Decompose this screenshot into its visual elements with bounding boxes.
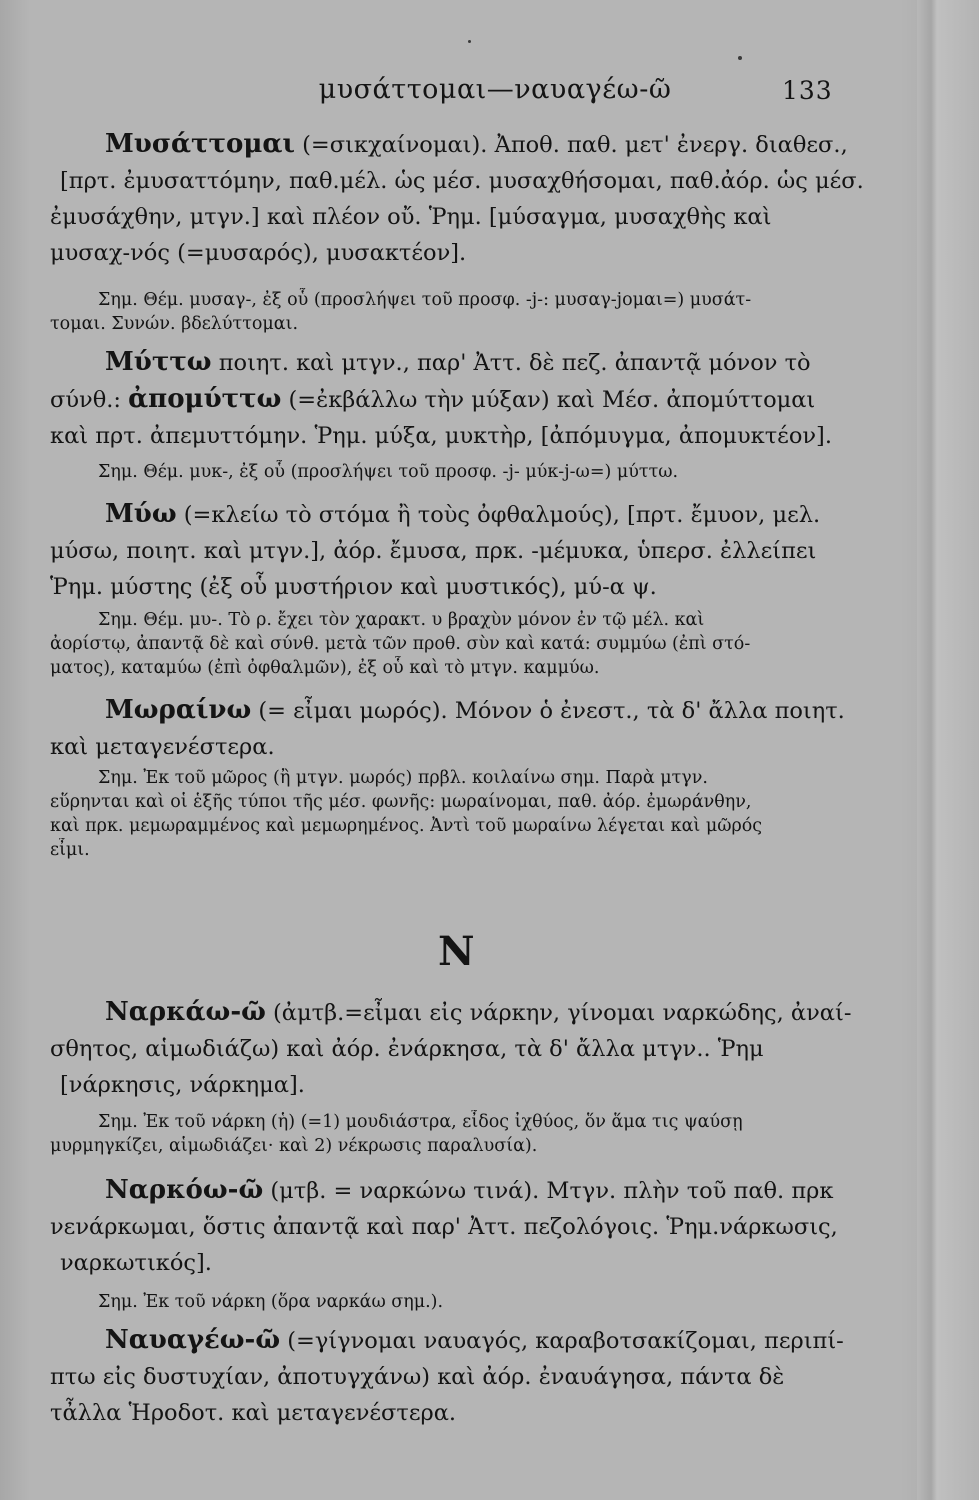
entry-line: καὶ πρτ. ἀπεμυττόμην. Ῥημ. μύξα, μυκτὴρ, [ἀπόμυγμα, ἀπομυκτέον]. <box>50 423 832 449</box>
entry-line: σθητος, αἱμωδιάζω) καὶ ἀόρ. ἐνάρκησα, τὰ δ' ἄλλα μτγν.. Ῥημ <box>50 1036 764 1062</box>
entry-text: (=ἐκβάλλω τὴν μύξαν) καὶ Μέσ. ἀπομύττομαι <box>281 387 816 413</box>
entry-line: [πρτ. ἐμυσαττόμην, παθ.μέλ. ὡς μέσ. μυσαχθήσομαι, παθ.ἀόρ. ὡς μέσ. <box>60 168 864 194</box>
note-line: καὶ πρκ. μεμωραμμένος καὶ μεμωρημένος. Ἀντὶ τοῦ μωραίνω λέγεται καὶ μῶρός <box>50 816 763 836</box>
entry-narkao <box>50 994 870 1103</box>
note-line: Σημ. Ἐκ τοῦ νάρκη (ὅρα ναρκάω σημ.). <box>98 1292 444 1312</box>
running-header: μυσάττομαι—ναυαγέω-ῶ <box>318 74 672 105</box>
entry-text: (ἀμτβ.=εἶμαι εἰς νάρκην, γίνομαι ναρκώδης, ἀναί- <box>265 1000 852 1026</box>
entry-line: μύσω, ποιητ. καὶ μτγν.], ἀόρ. ἔμυσα, πρκ. -μέμυκα, ὑπερσ. ἐλλείπει <box>50 538 817 564</box>
note-line: ματος), καταμύω (ἐπὶ ὀφθαλμῶν), ἐξ οὗ καὶ τὸ μτγν. καμμύω. <box>50 658 600 678</box>
compound-headword: ἀπομύττω <box>128 384 282 414</box>
note-myttw <box>50 460 870 484</box>
note-line: Σημ. Ἐκ τοῦ μῶρος (ἢ μτγν. μωρός) πρβλ. κοιλαίνω σημ. Παρὰ μτγν. <box>98 768 708 788</box>
headword: Μύω <box>105 499 177 529</box>
entry-line: ἐμυσάχθην, μτγν.] καὶ πλέον οὔ. Ῥημ. [μύσαγμα, μυσαχθὴς καὶ <box>50 204 772 230</box>
entry-line: ναρκωτικός]. <box>60 1250 212 1276</box>
note-line: Σημ. Θέμ. μυσαγ-, ἐξ οὗ (προσλήψει τοῦ προσφ. -j-: μυσαγ-jομαι=) μυσάτ- <box>98 290 752 310</box>
entry-line <box>50 1322 870 1359</box>
entry-text: (=κλείω τὸ στόμα ἢ τοὺς ὀφθαλμούς), [πρτ. ἔμυον, μελ. <box>176 502 821 528</box>
entry-line <box>50 1172 870 1209</box>
scan-speck <box>738 56 742 60</box>
entry-line <box>50 692 870 729</box>
note-line: τομαι. Συνών. βδελύττομαι. <box>50 314 299 334</box>
entry-myw <box>50 496 870 605</box>
headword: Μωραίνω <box>105 695 252 725</box>
entry-line: μυσαχ-νός (=μυσαρός), μυσακτέον]. <box>50 240 467 266</box>
note-line: ἀορίστῳ, ἀπαντᾷ δὲ καὶ σύνθ. μετὰ τῶν προθ. σὺν καὶ κατά: συμμύω (ἐπὶ στό- <box>50 634 751 654</box>
entry-line: καὶ μεταγενέστερα. <box>50 734 275 760</box>
entry-text: (= εἶμαι μωρός). Μόνον ὁ ἐνεστ., τὰ δ' ἄλλα ποιητ. <box>251 698 845 724</box>
note-line: Σημ. Θέμ. μυ-. Τὸ ρ. ἔχει τὸν χαρακτ. υ βραχὺν μόνον ἐν τῷ μέλ. καὶ <box>98 610 705 630</box>
entry-line: πτω εἰς δυστυχίαν, ἀποτυγχάνω) καὶ ἀόρ. ἐναυάγησα, πάντα δὲ <box>50 1364 785 1390</box>
page-number: 133 <box>782 76 833 105</box>
entry-text: ποιητ. καὶ μτγν., παρ' Ἀττ. δὲ πεζ. ἀπαντᾷ μόνον τὸ <box>211 350 811 376</box>
entry-text: (μτβ. = ναρκώνω τινά). Μτγν. πλὴν τοῦ παθ. πρκ <box>263 1178 834 1204</box>
section-letter: Ν <box>438 928 475 975</box>
scan-speck <box>468 40 471 43</box>
entry-line: Ῥημ. μύστης (ἐξ οὗ μυστήριον καὶ μυστικός), μύ-α ψ. <box>50 574 657 600</box>
note-moraino <box>50 766 870 862</box>
headword: Μυσάττομαι <box>105 129 295 159</box>
entry-text: (=γίγνομαι ναυαγός, καραβοτσακίζομαι, περιπί- <box>280 1328 844 1354</box>
page-edge-shadow <box>917 0 979 1500</box>
note-line: Σημ. Ἐκ τοῦ νάρκη (ἡ) (=1) μουδιάστρα, εἶδος ἰχθύος, ὅν ἅμα τις ψαύσῃ <box>98 1112 743 1132</box>
note-line: Σημ. Θέμ. μυκ-, ἐξ οὗ (προσλήψει τοῦ προσφ. -j- μύκ-j-ω=) μύττω. <box>98 462 679 482</box>
entry-line: τἆλλα Ἡροδοτ. καὶ μεταγενέστερα. <box>50 1400 457 1426</box>
entry-line <box>50 126 870 163</box>
entry-text: (=σικχαίνομαι). Ἀποθ. παθ. μετ' ἐνεργ. διαθεσ., <box>294 132 848 158</box>
headword: Ναρκάω-ῶ <box>105 997 266 1027</box>
entry-line <box>50 496 870 533</box>
entry-line <box>50 381 870 418</box>
note-mysattomai <box>50 288 870 336</box>
note-myw <box>50 608 870 680</box>
headword: Ναρκόω-ῶ <box>105 1175 264 1205</box>
entry-line: [νάρκησις, νάρκημα]. <box>60 1072 305 1098</box>
entry-myttw <box>50 344 870 454</box>
entry-line: νενάρκωμαι, ὅστις ἀπαντᾷ καὶ παρ' Ἀττ. πεζολόγοις. Ῥημ.νάρκωσις, <box>50 1214 838 1240</box>
headword: Ναυαγέω-ῶ <box>105 1325 281 1355</box>
entry-moraino <box>50 692 870 765</box>
entry-narkoo <box>50 1172 870 1281</box>
note-line: μυρμηγκίζει, αἱμωδιάζει· καὶ 2) νέκρωσις παραλυσία). <box>50 1136 538 1156</box>
note-line: εὕρηνται καὶ οἱ ἑξῆς τύποι τῆς μέσ. φωνῆς: μωραίνομαι, παθ. ἀόρ. ἐμωράνθην, <box>50 792 752 812</box>
entry-line <box>50 344 870 381</box>
entry-text: σύνθ.: <box>50 387 129 413</box>
entry-line <box>50 994 870 1031</box>
note-narkoo <box>50 1290 870 1314</box>
entry-mysattomai <box>50 126 870 271</box>
note-narkao <box>50 1110 870 1158</box>
headword: Μύττω <box>105 347 212 377</box>
entry-nauageo <box>50 1322 870 1431</box>
note-line: εἶμι. <box>50 840 90 860</box>
